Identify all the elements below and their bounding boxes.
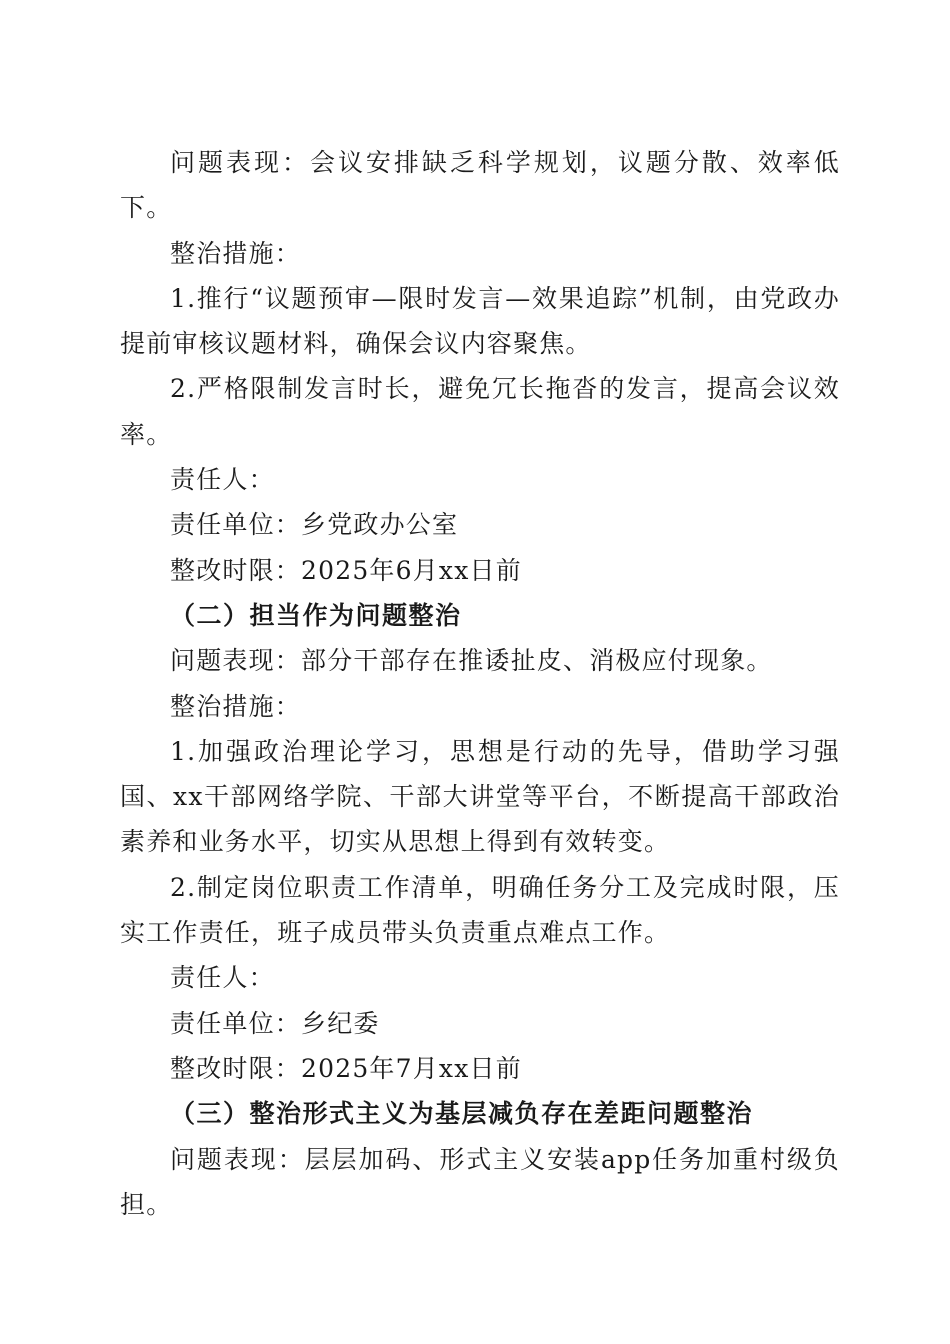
paragraph: 整治措施： — [170, 691, 302, 721]
section-heading: （二）担当作为问题整治 — [170, 600, 462, 630]
paragraph: 2.制定岗位职责工作清单，明确任务分工及完成时限，压实工作责任，班子成员带头负责重点难点工作。 — [120, 872, 840, 948]
paragraph: 1.推行“议题预审—限时发言—效果追踪”机制，由党政办提前审核议题材料，确保会议内容聚焦。 — [120, 283, 840, 359]
paragraph: 1.加强政治理论学习，思想是行动的先导，借助学习强国、xx干部网络学院、干部大讲堂等平台，不断提高干部政治素养和业务水平，切实从思想上得到有效转变。 — [120, 736, 840, 857]
section-heading: （三）整治形式主义为基层减负存在差距问题整治 — [170, 1099, 754, 1129]
paragraph: 责任单位：乡纪委 — [170, 1008, 380, 1038]
paragraph: 整改时限：2025年6月xx日前 — [170, 555, 522, 585]
document-body — [120, 140, 840, 1227]
paragraph: 责任单位：乡党政办公室 — [170, 510, 459, 540]
paragraph: 整改时限：2025年7月xx日前 — [170, 1053, 522, 1083]
paragraph: 责任人： — [170, 963, 275, 993]
paragraph: 问题表现：层层加码、形式主义安装app任务加重村级负担。 — [120, 1144, 840, 1219]
paragraph: 责任人： — [170, 465, 275, 495]
paragraph: 问题表现：部分干部存在推诿扯皮、消极应付现象。 — [170, 646, 773, 676]
paragraph: 整治措施： — [170, 238, 302, 268]
paragraph: 2.严格限制发言时长，避免冗长拖沓的发言，提高会议效率。 — [120, 374, 840, 449]
paragraph: 问题表现：会议安排缺乏科学规划，议题分散、效率低下。 — [120, 148, 840, 223]
